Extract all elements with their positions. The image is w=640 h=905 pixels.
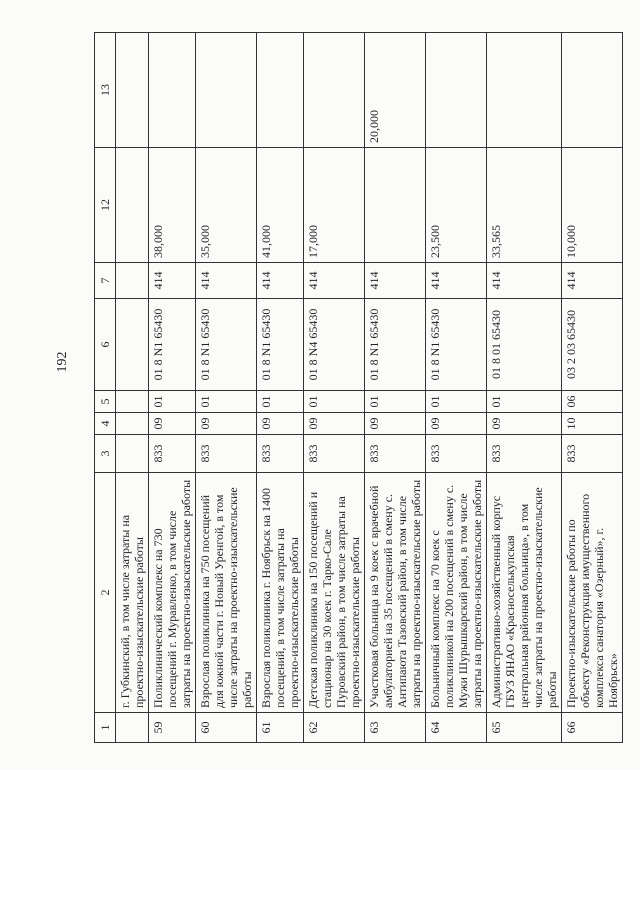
amount-cell — [562, 33, 623, 148]
subsection-cell: 01 — [426, 391, 487, 413]
table-row — [149, 33, 196, 743]
subsection-cell — [116, 391, 149, 413]
target-article-cell: 01 8 N1 65430 — [365, 299, 426, 391]
description-cell: Взрослая поликлиника на 750 посещений для южной части г. Новый Уренгой, в том числе затраты на проектно-изыскательские работы — [196, 473, 257, 713]
page-margin — [0, 770, 640, 905]
amount-cell: 41,000 — [257, 148, 304, 263]
expense-type-cell: 414 — [562, 263, 623, 299]
section-cell — [116, 413, 149, 435]
expense-type-cell: 414 — [149, 263, 196, 299]
amount-cell: 23,500 — [426, 148, 487, 263]
expense-type-cell: 414 — [426, 263, 487, 299]
target-article-cell: 01 8 N4 65430 — [304, 299, 365, 391]
header-cell: 6 — [95, 299, 116, 391]
section-cell: 09 — [365, 413, 426, 435]
header-cell: 4 — [95, 413, 116, 435]
target-article-cell: 01 8 N1 65430 — [257, 299, 304, 391]
budget-table — [94, 32, 623, 743]
description-cell: Проектно-изыскательские работы по объекту «Реконструкция имущественного комплекса санатория «Озерный», г. Ноябрьск» — [562, 473, 623, 713]
header-cell: 7 — [95, 263, 116, 299]
section-cell: 09 — [196, 413, 257, 435]
row-number-cell: 61 — [257, 713, 304, 743]
subsection-cell: 01 — [149, 391, 196, 413]
description-cell: Административно-хозяйственный корпус ГБУЗ ЯНАО «Красноселькупская центральная районная больница», в том числе затраты на проектно-изыскательские работы — [487, 473, 562, 713]
target-article-cell: 01 8 N1 65430 — [426, 299, 487, 391]
target-article-cell: 01 8 N1 65430 — [149, 299, 196, 391]
expense-type-cell — [116, 263, 149, 299]
section-cell: 09 — [426, 413, 487, 435]
table-container — [94, 33, 620, 743]
row-number-cell: 60 — [196, 713, 257, 743]
amount-cell — [304, 33, 365, 148]
description-cell: г. Губкинский, в том числе затраты на проектно-изыскательские работы — [116, 473, 149, 713]
table-header-row — [95, 33, 116, 743]
row-number-cell: 62 — [304, 713, 365, 743]
row-number-cell — [116, 713, 149, 743]
expense-type-cell: 414 — [365, 263, 426, 299]
description-cell: Больничный комплекс на 70 коек с поликлиникой на 200 посещений в смену с. Мужи Шурышкарский район, в том числе затраты на проектно-изыскательские работы — [426, 473, 487, 713]
rotated-table — [94, 33, 620, 743]
table-row — [426, 33, 487, 743]
row-number-cell: 64 — [426, 713, 487, 743]
table-row — [487, 33, 562, 743]
section-cell: 09 — [304, 413, 365, 435]
code-cell — [116, 435, 149, 473]
code-cell: 833 — [426, 435, 487, 473]
code-cell: 833 — [365, 435, 426, 473]
header-cell: 3 — [95, 435, 116, 473]
table-row — [562, 33, 623, 743]
amount-cell — [149, 33, 196, 148]
code-cell: 833 — [196, 435, 257, 473]
table-body — [116, 33, 623, 743]
expense-type-cell: 414 — [487, 263, 562, 299]
code-cell: 833 — [487, 435, 562, 473]
amount-cell — [426, 33, 487, 148]
table-row — [116, 33, 149, 743]
subsection-cell: 06 — [562, 391, 623, 413]
code-cell: 833 — [304, 435, 365, 473]
amount-cell: 20,000 — [365, 33, 426, 148]
amount-cell: 10,000 — [562, 148, 623, 263]
section-cell: 09 — [487, 413, 562, 435]
page-number: 192 — [55, 351, 70, 373]
amount-cell: 17,000 — [304, 148, 365, 263]
expense-type-cell: 414 — [196, 263, 257, 299]
subsection-cell: 01 — [304, 391, 365, 413]
target-article-cell: 03 2 03 65430 — [562, 299, 623, 391]
header-cell: 2 — [95, 473, 116, 713]
expense-type-cell: 414 — [304, 263, 365, 299]
code-cell: 833 — [562, 435, 623, 473]
row-number-cell: 65 — [487, 713, 562, 743]
amount-cell — [487, 33, 562, 148]
header-cell: 5 — [95, 391, 116, 413]
row-number-cell: 59 — [149, 713, 196, 743]
expense-type-cell: 414 — [257, 263, 304, 299]
table-row — [196, 33, 257, 743]
amount-cell — [257, 33, 304, 148]
header-cell: 12 — [95, 148, 116, 263]
description-cell: Детская поликлиника на 150 посещений и стационар на 30 коек г. Тарко-Сале Пуровский район, в том числе затраты на проектно-изыскательские работы — [304, 473, 365, 713]
description-cell: Взрослая поликлиника г. Ноябрьск на 1400 посещений, в том числе затраты на проектно-изыскательские работы — [257, 473, 304, 713]
section-cell: 09 — [257, 413, 304, 435]
subsection-cell: 01 — [487, 391, 562, 413]
subsection-cell: 01 — [257, 391, 304, 413]
amount-cell: 38,000 — [149, 148, 196, 263]
table-row — [365, 33, 426, 743]
amount-cell — [196, 33, 257, 148]
subsection-cell: 01 — [365, 391, 426, 413]
target-article-cell: 01 8 N1 65430 — [196, 299, 257, 391]
amount-cell: 33,565 — [487, 148, 562, 263]
section-cell: 09 — [149, 413, 196, 435]
header-cell: 13 — [95, 33, 116, 148]
amount-cell — [116, 148, 149, 263]
row-number-cell: 66 — [562, 713, 623, 743]
amount-cell — [365, 148, 426, 263]
target-article-cell: 01 8 01 65430 — [487, 299, 562, 391]
description-cell: Поликлинический комплекс на 730 посещений г. Муравленко, в том числе затраты на проектно-изыскательские работы — [149, 473, 196, 713]
code-cell: 833 — [257, 435, 304, 473]
row-number-cell: 63 — [365, 713, 426, 743]
table-row — [257, 33, 304, 743]
description-cell: Участковая больница на 9 коек с врачебной амбулаторией на 35 посещений в смену с. Антипаюта Тазовский район, в том числе затраты на проектно-изыскательские работы — [365, 473, 426, 713]
target-article-cell — [116, 299, 149, 391]
header-cell: 1 — [95, 713, 116, 743]
table-row — [304, 33, 365, 743]
amount-cell — [116, 33, 149, 148]
amount-cell: 35,000 — [196, 148, 257, 263]
code-cell: 833 — [149, 435, 196, 473]
subsection-cell: 01 — [196, 391, 257, 413]
section-cell: 10 — [562, 413, 623, 435]
